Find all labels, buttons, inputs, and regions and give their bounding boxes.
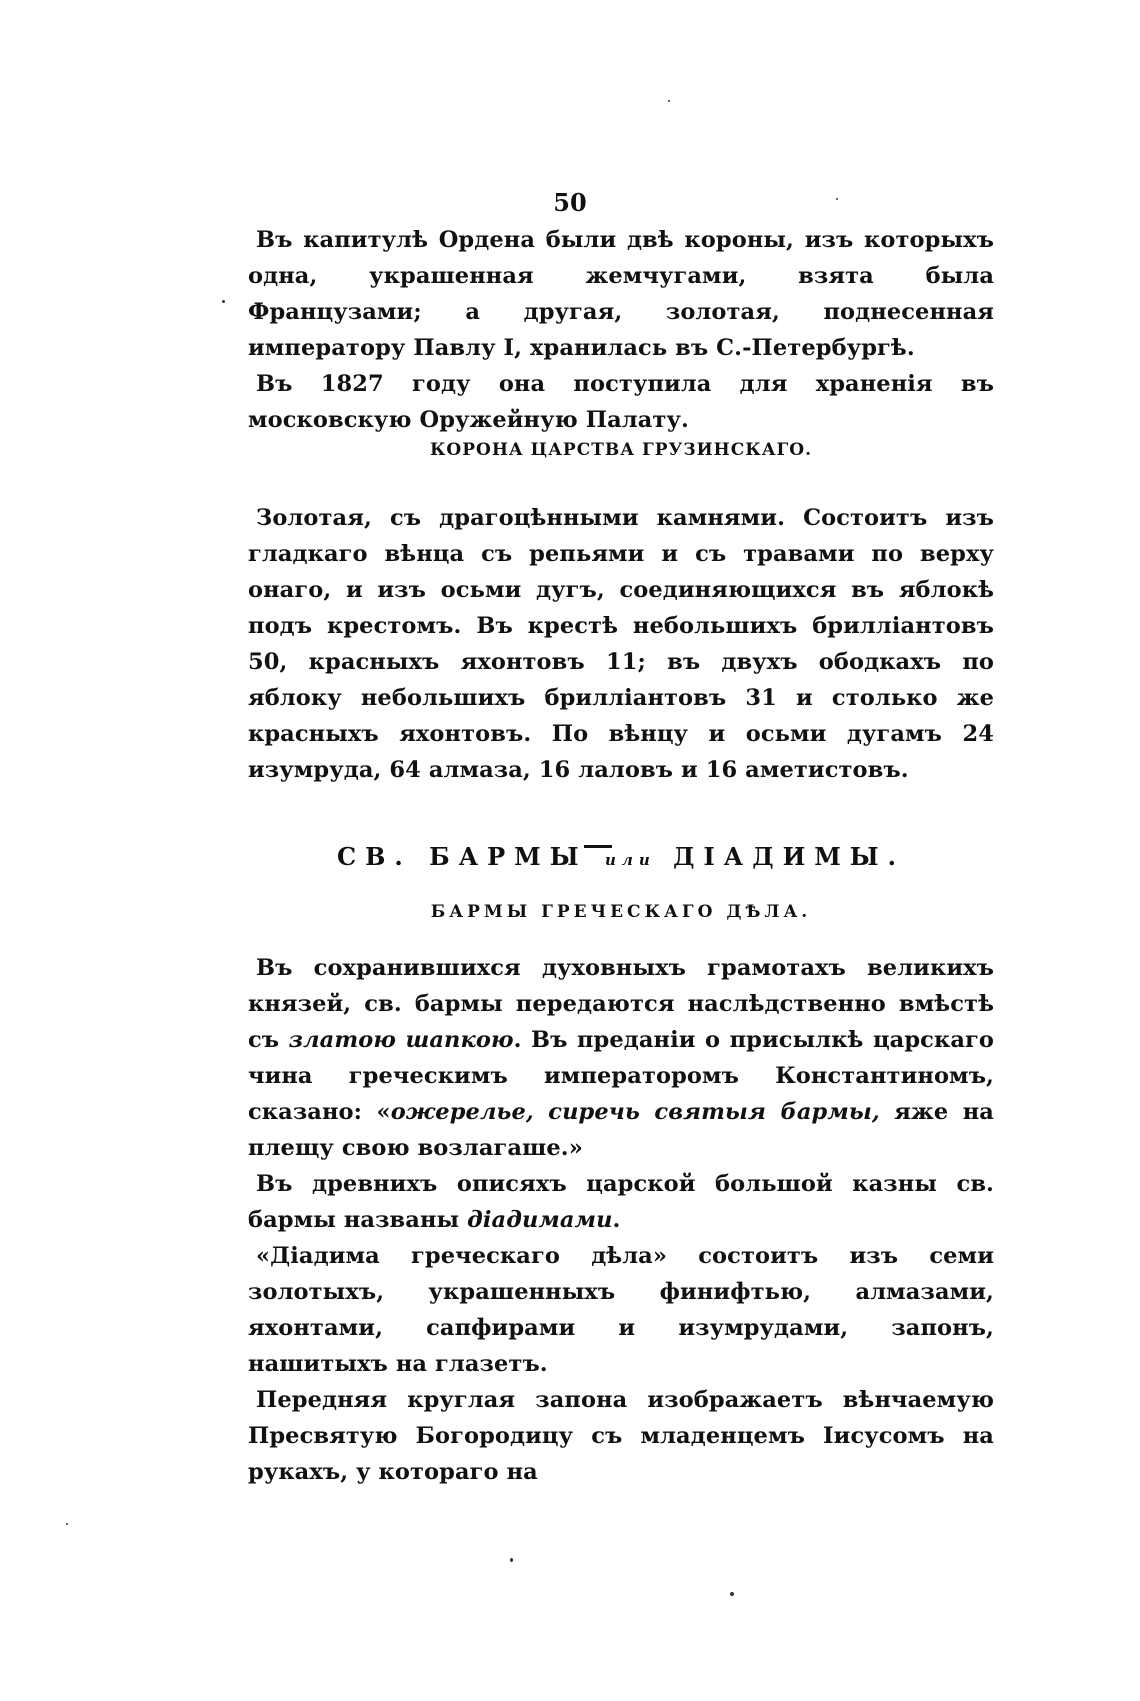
paragraph	[248, 950, 994, 1166]
section-capitulary-crowns	[248, 222, 994, 438]
italic-run: златою шапкою	[288, 1027, 514, 1053]
section-georgian-crown-heading	[248, 440, 994, 460]
section-subheading: БАРМЫ ГРЕЧЕСКАГО ДѢЛА.	[430, 902, 812, 922]
scan-speck	[668, 100, 670, 102]
section-heading: КОРОНА ЦАРСТВА ГРУЗИНСКАГО.	[429, 440, 813, 460]
paragraph: Золотая, съ драгоцѣнными камнями. Состоитъ изъ гладкаго вѣнца съ репьями и съ травами по верху онаго, и изъ осьми дугъ, соединяющихся въ яблокѣ подъ крестомъ. Въ крестѣ небольшихъ брилліантовъ 50, красныхъ яхонтовъ 11; въ двухъ ободкахъ по яблоку небольшихъ брилліантовъ 31 и столько же красныхъ яхонтовъ. По вѣнцу и осьми дугамъ 24 изумруда, 64 алмаза, 16 лаловъ и 16 аметистовъ.	[248, 505, 994, 783]
italic-run: діадимами	[467, 1207, 613, 1233]
paragraph: Передняя круглая запона изображаетъ вѣнчаемую Пресвятую Богородицу съ младенцемъ Іисусомъ на рукахъ, у котораго на	[248, 1387, 994, 1485]
section-heading	[248, 842, 994, 871]
scan-speck	[730, 1592, 734, 1596]
section-barmy-subheading	[248, 902, 994, 922]
paragraph	[248, 1166, 994, 1238]
text-run: . Въ преданіи о присылкѣ царскаго чина греческимъ императоромъ Константиномъ, сказано: «	[248, 1027, 995, 1125]
paragraph: «Діадима греческаго дѣла» состоитъ изъ семи золотыхъ, украшенныхъ финифтью, алмазами, яхонтами, сапфирами и изумрудами, запонъ, нашитыхъ на глазетъ.	[248, 1243, 994, 1377]
heading-part: СВ. БАРМЫ	[336, 842, 588, 871]
italic-run: ожерелье, сиречь святыя бармы,	[390, 1099, 880, 1125]
scan-speck	[836, 198, 838, 200]
section-georgian-crown	[248, 500, 994, 788]
text-run: Въ древнихъ описяхъ царской большой казны св. бармы названы	[248, 1171, 994, 1233]
paragraph: Въ капитулѣ Ордена были двѣ короны, изъ которыхъ одна, украшенная жемчугами, взята была Французами; а другая, золотая, поднесенная императору Павлу I, хранилась въ С.-Петербургѣ.	[248, 227, 994, 361]
scan-speck	[222, 300, 225, 303]
text-run: .	[612, 1207, 621, 1233]
section-barmy-heading	[248, 842, 994, 871]
heading-part: ДІАДИМЫ.	[673, 842, 905, 871]
scan-speck	[66, 1523, 68, 1525]
section-barmy	[248, 950, 994, 1490]
text-run: яже на плещу свою возлагаше.»	[248, 1099, 994, 1161]
paragraph: Въ 1827 году она поступила для храненія въ московскую Оружейную Палату.	[248, 371, 994, 433]
heading-part: или	[604, 851, 656, 869]
text-run: Въ сохранившихся духовныхъ грамотахъ великихъ князей, св. бармы передаются наслѣдственно вмѣстѣ съ	[248, 955, 994, 1053]
page-number: 50	[553, 188, 587, 217]
scan-speck	[510, 1558, 513, 1562]
